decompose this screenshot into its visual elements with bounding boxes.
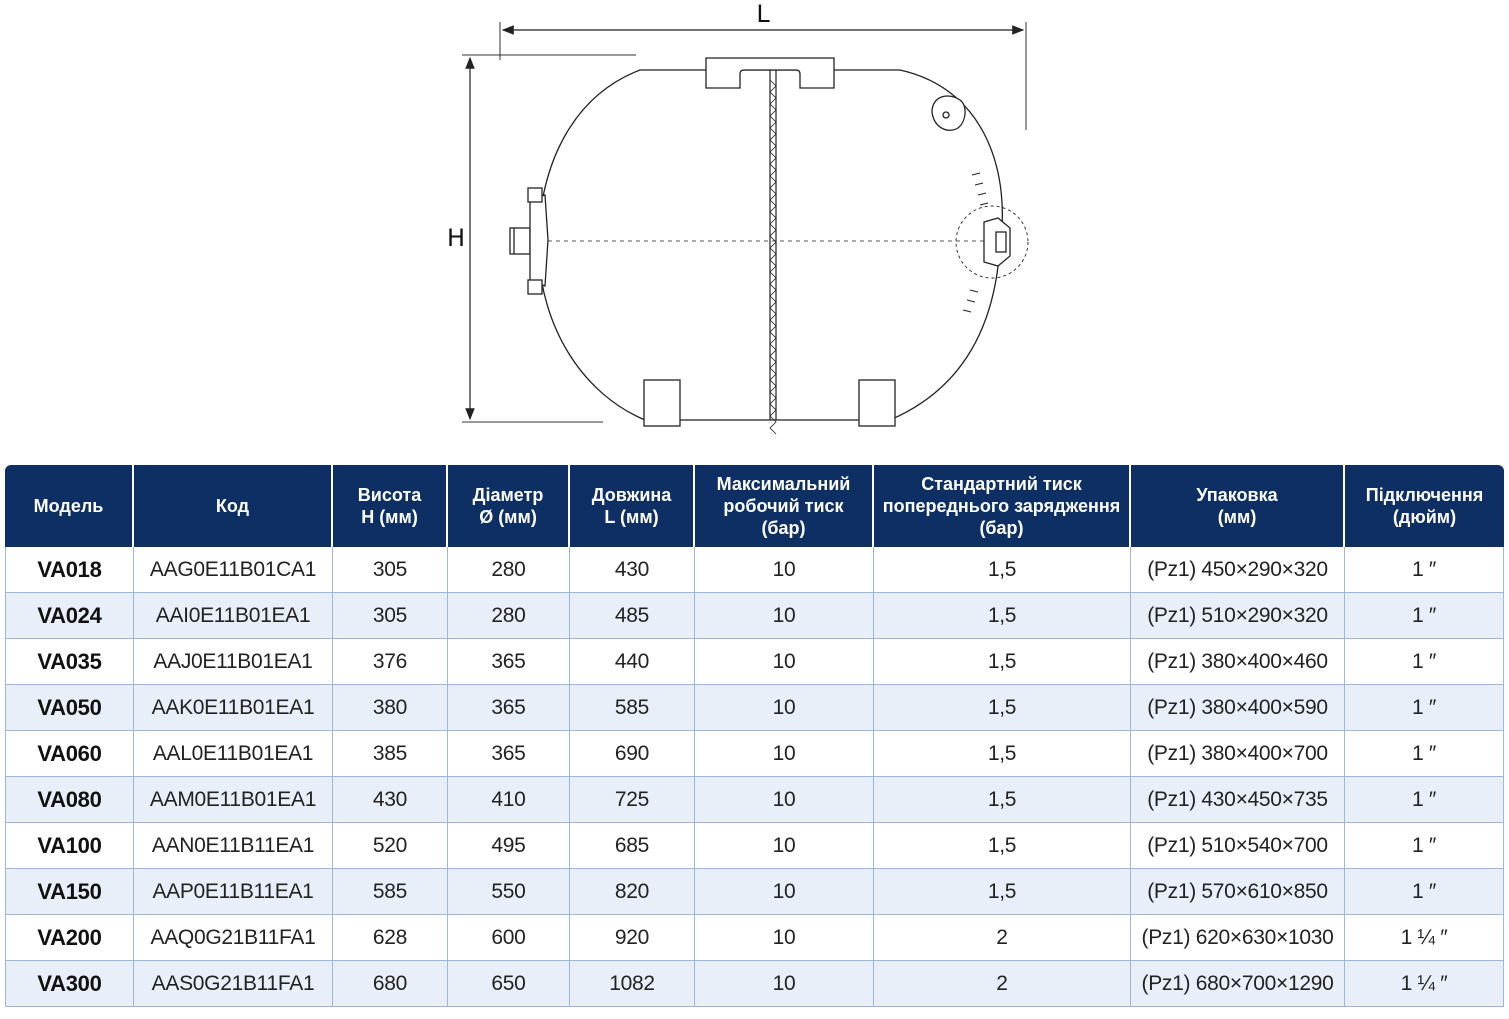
specifications-table — [5, 465, 1504, 1007]
cell-packaging: (Pz1) 620×630×1030 — [1131, 915, 1345, 961]
table-row — [5, 547, 1504, 593]
cell-diameter: 495 — [448, 823, 570, 869]
cell-connection: 1 ¼ ″ — [1345, 961, 1504, 1007]
cell-precharge-pressure: 1,5 — [874, 547, 1131, 593]
table-row — [5, 731, 1504, 777]
table-row — [5, 593, 1504, 639]
cell-diameter: 410 — [448, 777, 570, 823]
cell-max-pressure: 10 — [695, 639, 874, 685]
cell-code: AAS0G21B11FA1 — [134, 961, 333, 1007]
cell-diameter: 280 — [448, 593, 570, 639]
cell-max-pressure: 10 — [695, 915, 874, 961]
cell-precharge-pressure: 1,5 — [874, 777, 1131, 823]
cell-precharge-pressure: 1,5 — [874, 869, 1131, 915]
cell-height: 628 — [333, 915, 448, 961]
table-row — [5, 777, 1504, 823]
cell-length: 685 — [570, 823, 695, 869]
cell-connection: 1 ″ — [1345, 639, 1504, 685]
cell-height: 680 — [333, 961, 448, 1007]
cell-connection: 1 ″ — [1345, 547, 1504, 593]
cell-code: AAK0E11B01EA1 — [134, 685, 333, 731]
cell-model: VA018 — [5, 547, 134, 593]
cell-precharge-pressure: 2 — [874, 961, 1131, 1007]
cell-code: AAP0E11B11EA1 — [134, 869, 333, 915]
cell-precharge-pressure: 1,5 — [874, 731, 1131, 777]
cell-height: 585 — [333, 869, 448, 915]
cell-connection: 1 ″ — [1345, 777, 1504, 823]
cell-model: VA200 — [5, 915, 134, 961]
table-row — [5, 869, 1504, 915]
table-header-row — [5, 465, 1504, 547]
table-row — [5, 961, 1504, 1007]
cell-max-pressure: 10 — [695, 777, 874, 823]
cell-diameter: 365 — [448, 685, 570, 731]
cell-connection: 1 ″ — [1345, 685, 1504, 731]
tank-body — [510, 58, 1028, 434]
cell-length: 725 — [570, 777, 695, 823]
header-connection: Підключення (дюйм) — [1345, 465, 1504, 547]
cell-length: 820 — [570, 869, 695, 915]
tank-drawing — [0, 0, 1509, 440]
cell-connection: 1 ″ — [1345, 593, 1504, 639]
cell-packaging: (Pz1) 510×290×320 — [1131, 593, 1345, 639]
cell-packaging: (Pz1) 680×700×1290 — [1131, 961, 1345, 1007]
cell-diameter: 650 — [448, 961, 570, 1007]
cell-height: 376 — [333, 639, 448, 685]
cell-diameter: 365 — [448, 639, 570, 685]
table-row — [5, 915, 1504, 961]
header-model: Модель — [5, 465, 134, 547]
cell-height: 380 — [333, 685, 448, 731]
cell-connection: 1 ¼ ″ — [1345, 915, 1504, 961]
cell-code: AAG0E11B01CA1 — [134, 547, 333, 593]
cell-code: AAQ0G21B11FA1 — [134, 915, 333, 961]
header-length: Довжина L (мм) — [570, 465, 695, 547]
cell-packaging: (Pz1) 380×400×460 — [1131, 639, 1345, 685]
cell-length: 485 — [570, 593, 695, 639]
cell-height: 305 — [333, 593, 448, 639]
cell-connection: 1 ″ — [1345, 869, 1504, 915]
cell-packaging: (Pz1) 570×610×850 — [1131, 869, 1345, 915]
cell-code: AAI0E11B01EA1 — [134, 593, 333, 639]
cell-model: VA300 — [5, 961, 134, 1007]
cell-max-pressure: 10 — [695, 961, 874, 1007]
cell-precharge-pressure: 2 — [874, 915, 1131, 961]
header-packaging: Упаковка (мм) — [1131, 465, 1345, 547]
cell-connection: 1 ″ — [1345, 731, 1504, 777]
cell-model: VA150 — [5, 869, 134, 915]
cell-height: 430 — [333, 777, 448, 823]
cell-model: VA024 — [5, 593, 134, 639]
cell-packaging: (Pz1) 450×290×320 — [1131, 547, 1345, 593]
cell-length: 585 — [570, 685, 695, 731]
cell-length: 440 — [570, 639, 695, 685]
cell-max-pressure: 10 — [695, 869, 874, 915]
cell-diameter: 600 — [448, 915, 570, 961]
header-height: Висота H (мм) — [333, 465, 448, 547]
table-row — [5, 639, 1504, 685]
cell-length: 430 — [570, 547, 695, 593]
header-max-pressure: Максимальний робочий тиск (бар) — [695, 465, 874, 547]
cell-length: 690 — [570, 731, 695, 777]
cell-model: VA060 — [5, 731, 134, 777]
cell-height: 305 — [333, 547, 448, 593]
cell-height: 520 — [333, 823, 448, 869]
cell-model: VA080 — [5, 777, 134, 823]
cell-length: 1082 — [570, 961, 695, 1007]
cell-precharge-pressure: 1,5 — [874, 685, 1131, 731]
header-precharge-pressure: Стандартний тиск попереднього зарядження (бар) — [874, 465, 1131, 547]
cell-model: VA035 — [5, 639, 134, 685]
cell-max-pressure: 10 — [695, 823, 874, 869]
cell-height: 385 — [333, 731, 448, 777]
tank-drawing-svg — [0, 0, 1509, 440]
cell-code: AAJ0E11B01EA1 — [134, 639, 333, 685]
cell-packaging: (Pz1) 380×400×700 — [1131, 731, 1345, 777]
cell-packaging: (Pz1) 430×450×735 — [1131, 777, 1345, 823]
cell-code: AAL0E11B01EA1 — [134, 731, 333, 777]
cell-max-pressure: 10 — [695, 731, 874, 777]
cell-diameter: 550 — [448, 869, 570, 915]
cell-precharge-pressure: 1,5 — [874, 593, 1131, 639]
cell-max-pressure: 10 — [695, 685, 874, 731]
length-label: L — [756, 0, 770, 28]
cell-max-pressure: 10 — [695, 547, 874, 593]
cell-length: 920 — [570, 915, 695, 961]
cell-diameter: 365 — [448, 731, 570, 777]
height-label: H — [446, 224, 466, 252]
cell-model: VA100 — [5, 823, 134, 869]
cell-code: AAN0E11B11EA1 — [134, 823, 333, 869]
cell-connection: 1 ″ — [1345, 823, 1504, 869]
cell-packaging: (Pz1) 380×400×590 — [1131, 685, 1345, 731]
header-diameter: Діаметр Ø (мм) — [448, 465, 570, 547]
cell-max-pressure: 10 — [695, 593, 874, 639]
header-code: Код — [134, 465, 333, 547]
cell-precharge-pressure: 1,5 — [874, 823, 1131, 869]
cell-code: AAM0E11B01EA1 — [134, 777, 333, 823]
cell-diameter: 280 — [448, 547, 570, 593]
table-row — [5, 685, 1504, 731]
cell-precharge-pressure: 1,5 — [874, 639, 1131, 685]
cell-packaging: (Pz1) 510×540×700 — [1131, 823, 1345, 869]
table-row — [5, 823, 1504, 869]
cell-model: VA050 — [5, 685, 134, 731]
